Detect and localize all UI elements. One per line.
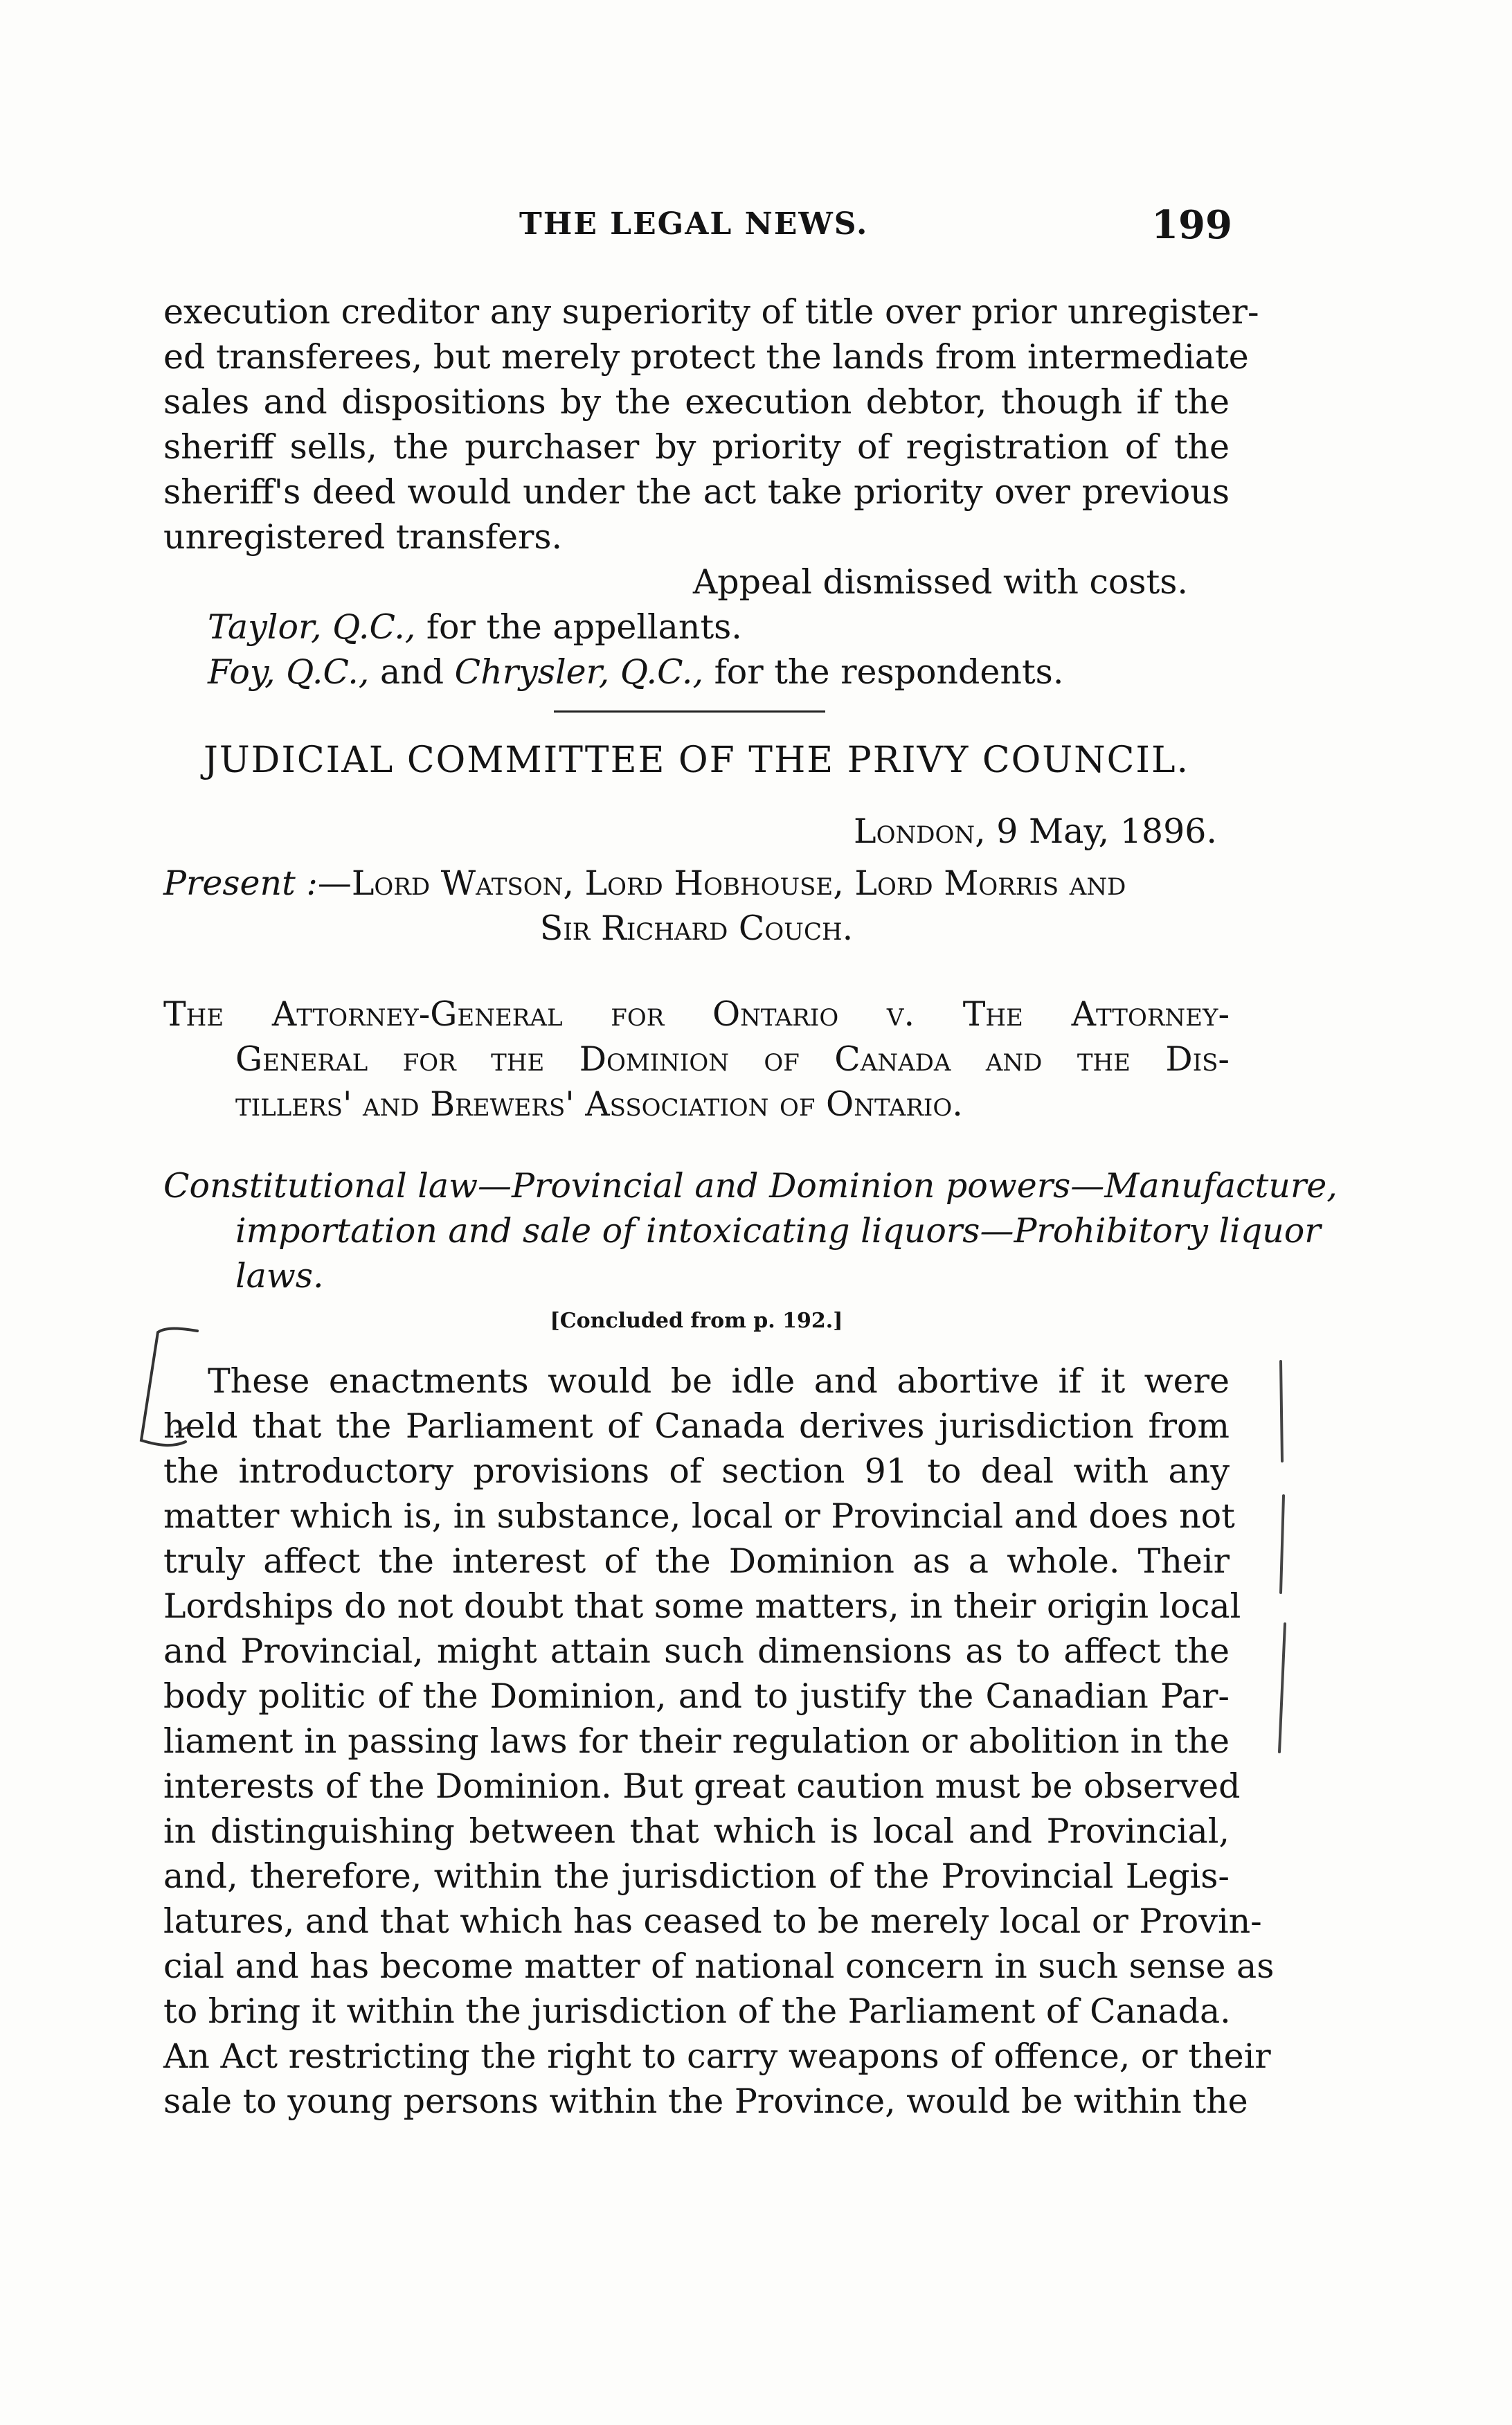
body-line: the introductory provisions of section 91 to deal with any [163,1451,1230,1491]
body-line: body politic of the Dominion, and to justify the Canadian Par- [163,1676,1230,1716]
headnote-line: importation and sale of intoxicating liquors—Prohibitory liquor [235,1211,1321,1251]
body-line: sale to young persons within the Province, would be within the [163,2082,1248,2121]
concluded-note: [Concluded from p. 192.] [550,1309,843,1333]
counsel-name: Chrysler, Q.C., [454,652,704,692]
running-title: THE LEGAL NEWS. [519,206,869,242]
counsel-conjunction: and [379,652,444,692]
case-title [163,992,1230,1127]
counsel-name: Taylor, Q.C., [208,607,416,647]
headnote-line: Constitutional law—Provincial and Dominion powers—Manufacture, [163,1166,1338,1206]
counsel-role: for the respondents. [714,652,1064,692]
body-line: held that the Parliament of Canada derives jurisdiction from [163,1406,1230,1446]
text-line: sheriff's deed would under the act take priority over previous [163,472,1230,512]
present-label: Present : [163,863,318,903]
counsel-name: Foy, Q.C., [208,652,370,692]
previous-case-text [163,289,1259,695]
case-title-line: tillers' and Brewers' Association of Ontario. [235,1084,963,1124]
date: 9 May, 1896. [996,812,1217,851]
judgment-body [163,1359,1275,2124]
disposition: Appeal dismissed with costs. [692,562,1188,602]
running-head [166,202,1232,258]
body-line: An Act restricting the right to carry weapons of offence, or their [163,2037,1271,2076]
text-line: unregistered transfers. [163,517,563,557]
counsel-appellants [163,605,1230,650]
headnote-line: laws. [235,1256,324,1296]
body-line: truly affect the interest of the Dominion as a whole. Their [163,1541,1230,1581]
body-line: These enactments would be idle and abortive if it were [208,1361,1230,1401]
counsel-role: for the appellants. [426,607,742,647]
body-line: and Provincial, might attain such dimensions as to affect the [163,1631,1230,1671]
section-divider [554,710,825,713]
case-title-line: General for the Dominion of Canada and the Dis- [235,1039,1230,1079]
body-line: and, therefore, within the jurisdiction of the Provincial Legis- [163,1856,1230,1896]
present-judges-continued: Sir Richard Couch. [539,909,854,948]
body-line: matter which is, in substance, local or Provincial and does not [163,1496,1235,1536]
case-title-line: The Attorney-General for Ontario v. The Attorney- [163,994,1230,1034]
body-line: latures, and that which has ceased to be merely local or Provin- [163,1901,1262,1941]
case-caption [163,809,1230,951]
counsel-respondents [163,650,1230,695]
present-judges: —Lord Watson, Lord Hobhouse, Lord Morris and [317,863,1126,903]
pencil-margin-mark [1267,1357,1295,1759]
page-number: 199 [1151,202,1232,248]
body-line: Lordships do not doubt that some matters, in their origin local [163,1586,1241,1626]
text-line: ed transferees, but merely protect the lands from intermediate [163,337,1249,377]
section-heading: JUDICIAL COMMITTEE OF THE PRIVY COUNCIL. [203,740,1190,781]
headnote [163,1163,1338,1298]
place: London, [854,812,986,851]
text-line: execution creditor any superiority of title over prior unregister- [163,292,1259,332]
text-line: sales and dispositions by the execution debtor, though if the [163,382,1230,422]
body-line: cial and has become matter of national concern in such sense as [163,1947,1275,1986]
body-line: to bring it within the jurisdiction of the Parliament of Canada. [163,1992,1231,2031]
body-line: in distinguishing between that which is local and Provincial, [163,1811,1230,1851]
body-line: liament in passing laws for their regulation or abolition in the [163,1721,1230,1761]
present-line [163,861,1230,906]
body-line: interests of the Dominion. But great caution must be observed [163,1766,1241,1806]
place-date [163,809,1230,854]
pencil-bracket-mark [132,1323,208,1454]
text-line: sheriff sells, the purchaser by priority of registration of the [163,427,1230,467]
